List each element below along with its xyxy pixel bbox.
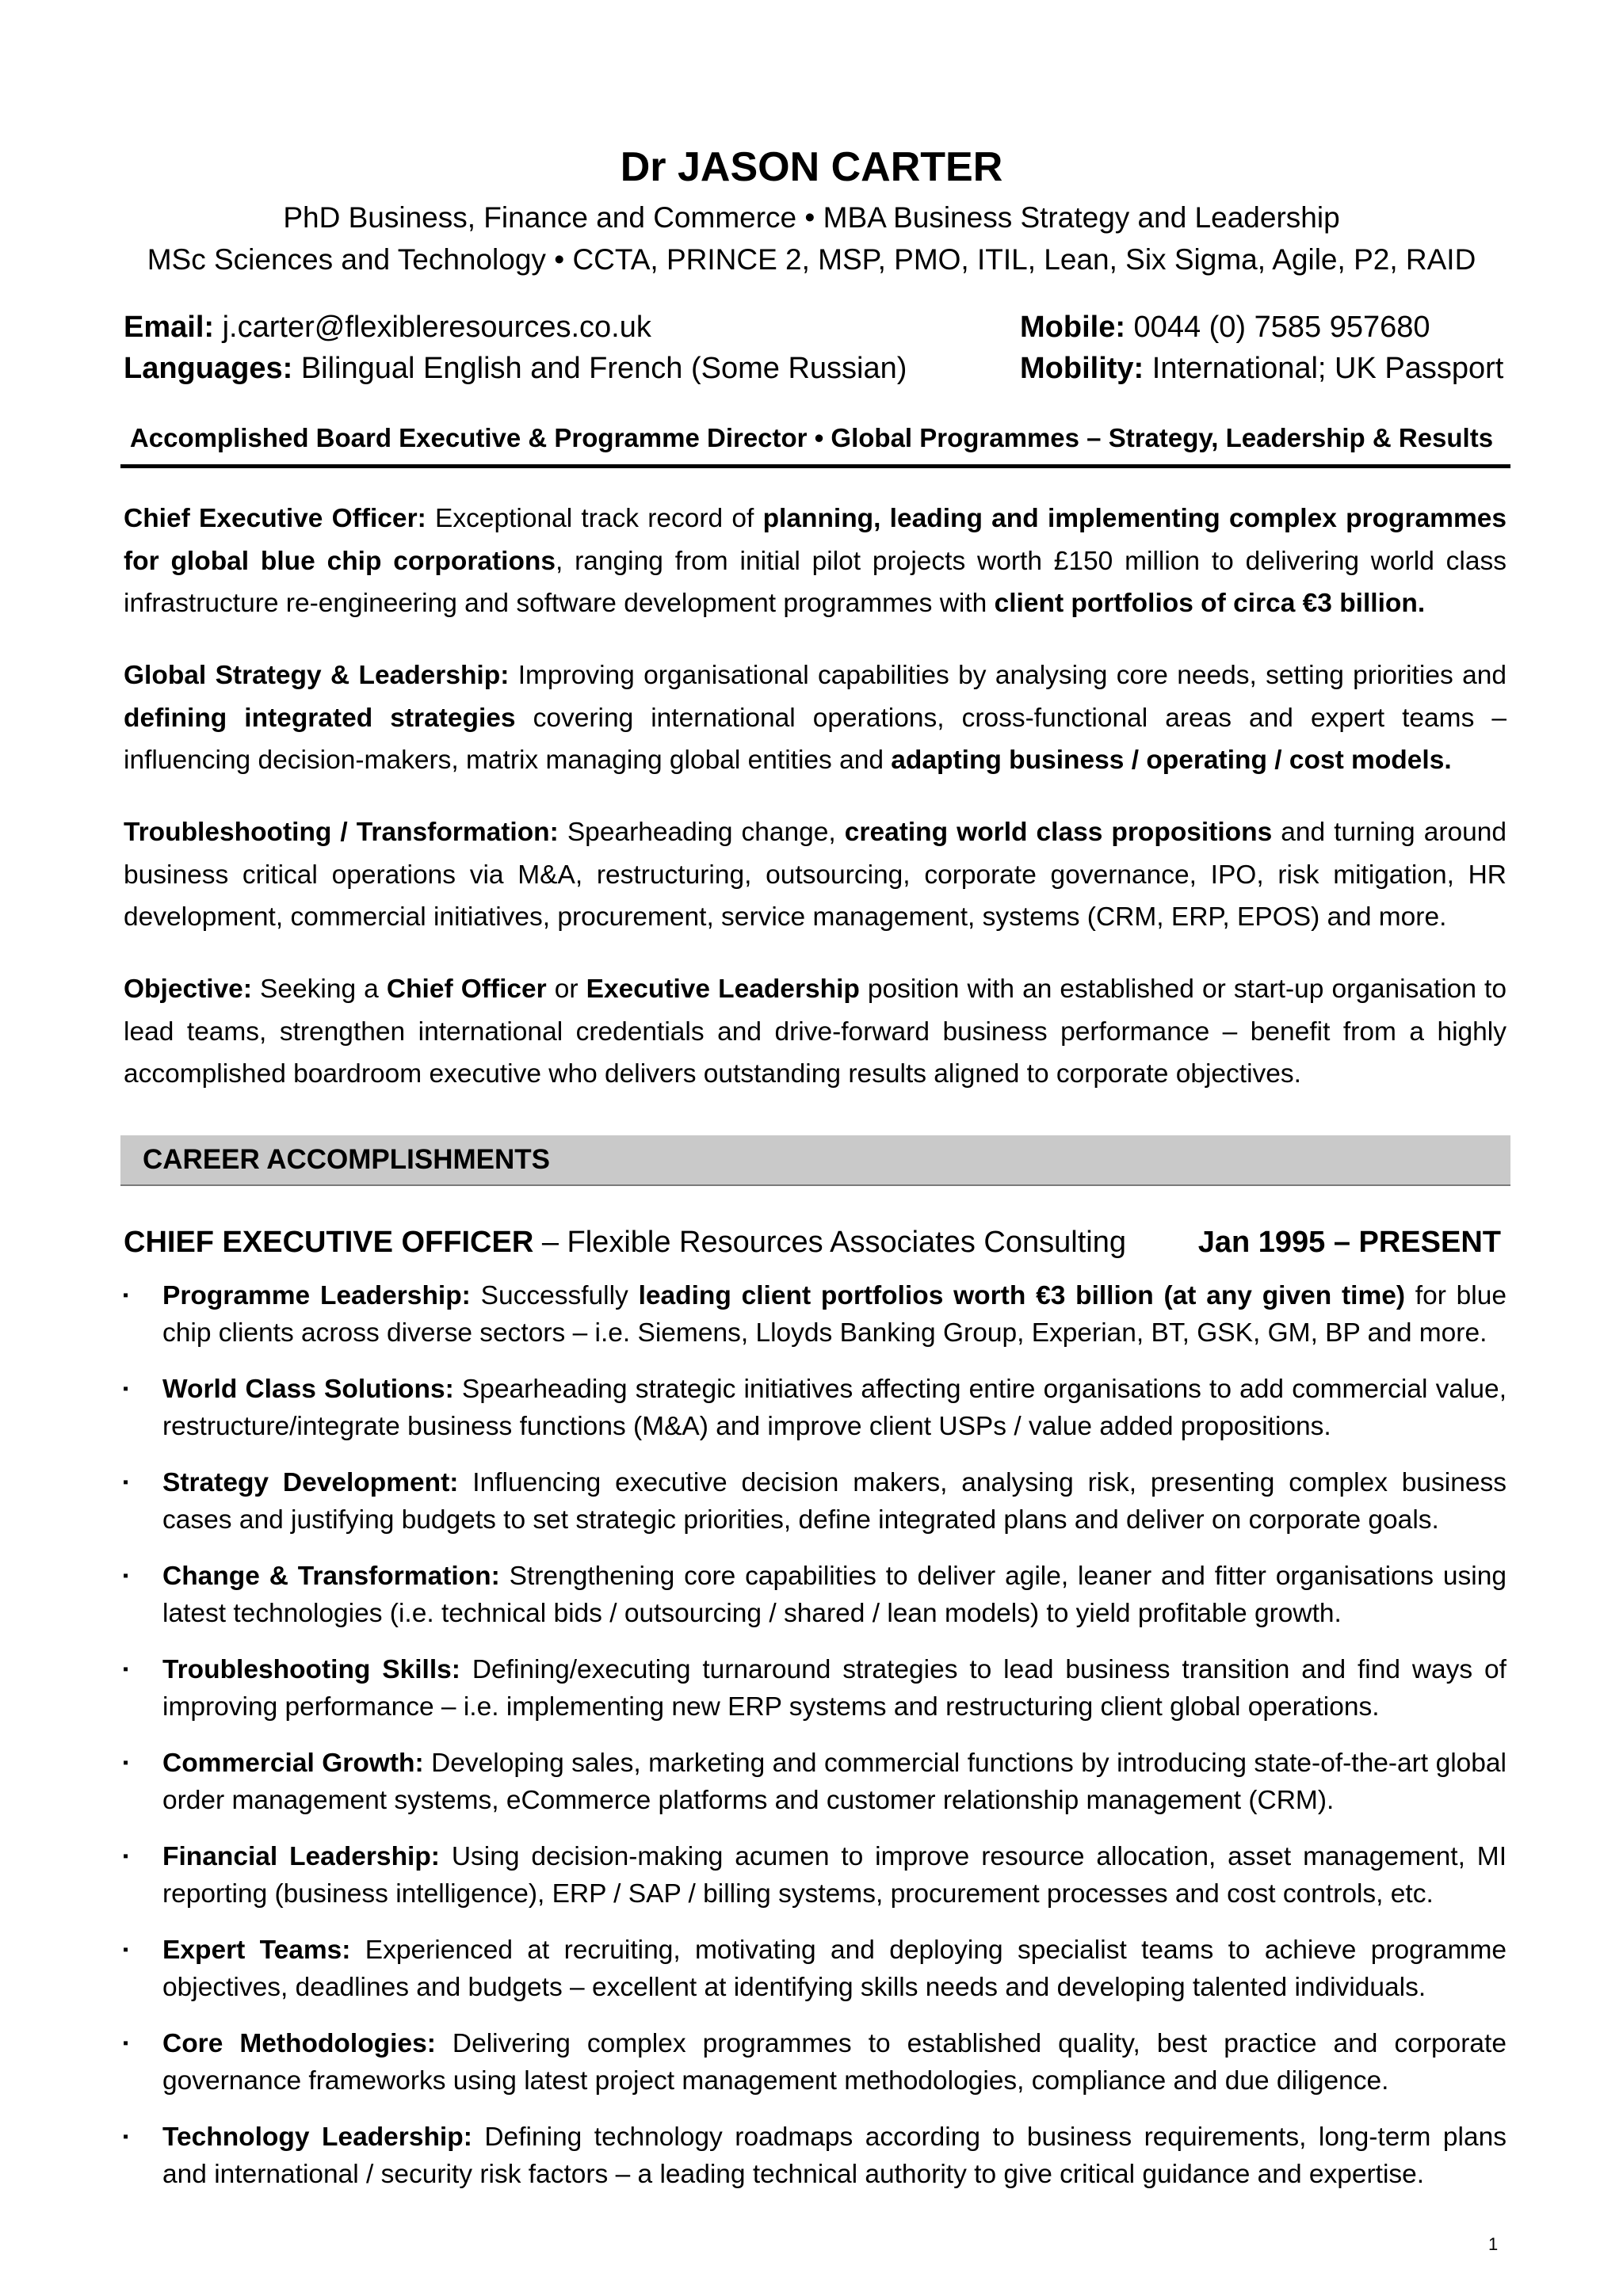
section-title: CAREER ACCOMPLISHMENTS <box>143 1144 550 1175</box>
profile-paragraph <box>124 654 1507 782</box>
job-company: – Flexible Resources Associates Consulting <box>533 1226 1126 1259</box>
bullet-body: Defining/executing turnaround strategies to lead business transition and find ways of improving performance – i.e. implementing new ERP systems and restructuring client global operations. <box>162 1655 1507 1722</box>
profile-highlight: creating world class propositions <box>844 818 1273 847</box>
section-header <box>120 1135 1510 1186</box>
bullet-icon: ▪ <box>123 1287 129 1304</box>
bullet-text <box>162 1838 1507 1913</box>
profile-label: Chief Executive Officer: <box>124 504 426 533</box>
profile-text: covering international operations, cross-functional areas and expert teams – influencing decision-makers, matrix managing global entities and <box>124 703 1507 775</box>
job-dates: Jan 1995 – PRESENT <box>1197 1226 1501 1259</box>
profile-highlight: Chief Officer <box>386 974 547 1004</box>
list-item <box>123 2119 1507 2198</box>
list-item <box>123 1932 1507 2011</box>
bullet-icon: ▪ <box>123 2128 129 2145</box>
bullet-body: Strengthening core capabilities to deliver agile, leaner and fitter organisations using latest technologies (i.e. technical bids / outsourcing / shared / lean models) to yield profitable growth. <box>162 1562 1507 1628</box>
profile-highlight: adapting business / operating / cost models. <box>891 746 1452 775</box>
profile-text: position with an established or start-up organisation to lead teams, strengthen international credentials and drive-forward business performance – benefit from a highly accomplished boardroom executive who delivers outstanding results aligned to corporate objectives. <box>124 974 1507 1089</box>
mobile-label: Mobile: <box>1020 311 1125 344</box>
email-label: Email: <box>124 311 215 344</box>
bullet-body: Delivering complex programmes to established quality, best practice and corporate governance frameworks using latest project management methodologies, compliance and due diligence. <box>162 2029 1507 2096</box>
profile-highlight: client portfolios of circa €3 billion. <box>994 589 1426 618</box>
bullet-icon: ▪ <box>123 1941 129 1958</box>
bullet-text <box>162 1277 1507 1352</box>
list-item <box>123 1371 1507 1450</box>
profile-paragraph <box>124 811 1507 939</box>
list-item <box>123 1838 1507 1917</box>
bullet-text <box>162 2119 1507 2193</box>
credentials-line-2: MSc Sciences and Technology • CCTA, PRINCE 2, MSP, PMO, ITIL, Lean, Six Sigma, Agile, P2, RAID <box>147 243 1476 276</box>
bullet-label: World Class Solutions: <box>162 1375 454 1404</box>
contact-email <box>124 307 651 348</box>
profile-text: Seeking a <box>251 974 387 1004</box>
mobility-value: International; UK Passport <box>1151 352 1504 385</box>
profile-label: Troubleshooting / Transformation: <box>124 818 559 847</box>
profile-text: and turning around business critical operations via M&A, restructuring, outsourcing, corporate governance, IPO, risk mitigation, HR development, commercial initiatives, procurement, service management, systems (CRM, ERP, EPOS) and more. <box>124 818 1507 932</box>
list-item <box>123 1277 1507 1356</box>
candidate-name: Dr JASON CARTER <box>620 144 1003 190</box>
profile-label: Global Strategy & Leadership: <box>124 661 510 690</box>
bullet-icon: ▪ <box>123 1567 129 1585</box>
bullet-label: Expert Teams: <box>162 1936 351 1965</box>
list-item <box>123 1464 1507 1543</box>
bullet-icon: ▪ <box>123 1848 129 1865</box>
profile-paragraph <box>124 498 1507 625</box>
profile-highlight: defining integrated strategies <box>124 703 516 733</box>
profile-text: , ranging from initial pilot projects worth £150 million to delivering world class infrastructure re-engineering and software development programmes with <box>124 546 1507 618</box>
profile-paragraph <box>124 968 1507 1096</box>
bullet-label: Change & Transformation: <box>162 1562 500 1591</box>
list-item <box>123 2025 1507 2104</box>
bullet-text <box>162 1651 1507 1726</box>
bullet-text <box>162 1745 1507 1819</box>
tagline: Accomplished Board Executive & Programme Director • Global Programmes – Strategy, Leadership & Results <box>129 423 1494 452</box>
email-value: j.carter@flexibleresources.co.uk <box>222 311 651 344</box>
bullet-icon: ▪ <box>123 2035 129 2052</box>
bullet-body: for blue chip clients across diverse sectors – i.e. Siemens, Lloyds Banking Group, Experian, BT, GSK, GM, BP and more. <box>162 1281 1507 1348</box>
contact-mobility <box>1020 348 1503 389</box>
contact-languages <box>124 348 907 389</box>
languages-value: Bilingual English and French (Some Russian) <box>300 352 907 385</box>
bullet-icon: ▪ <box>123 1380 129 1398</box>
bullet-text <box>162 1932 1507 2006</box>
mobility-label: Mobility: <box>1020 352 1144 385</box>
bullet-body: Defining technology roadmaps according to business requirements, long-term plans and international / security risk factors – a leading technical authority to give critical guidance and expertise. <box>162 2122 1507 2189</box>
profile-label: Objective: <box>124 974 252 1004</box>
bullet-icon: ▪ <box>123 1661 129 1678</box>
profile-text: Spearheading change, <box>558 818 845 847</box>
bullet-body: Influencing executive decision makers, analysing risk, presenting complex business cases and justifying budgets to set strategic priorities, define integrated plans and deliver on corporate goals. <box>162 1468 1507 1535</box>
contact-mobile <box>1020 307 1430 348</box>
bullet-label: Programme Leadership: <box>162 1281 471 1310</box>
job-heading <box>124 1222 1501 1263</box>
bullet-label: Troubleshooting Skills: <box>162 1655 460 1684</box>
list-item <box>123 1745 1507 1824</box>
bullet-text <box>162 2025 1507 2100</box>
bullet-label: Financial Leadership: <box>162 1842 440 1871</box>
bullet-body: Using decision-making acumen to improve resource allocation, asset management, MI reporting (business intelligence), ERP / SAP / billing systems, procurement processes and cost controls, etc. <box>162 1842 1507 1909</box>
bullet-text <box>162 1371 1507 1445</box>
bullet-icon: ▪ <box>123 1474 129 1491</box>
job-title: CHIEF EXECUTIVE OFFICER <box>124 1226 534 1259</box>
profile-text: Exceptional track record of <box>426 504 763 533</box>
bullet-body: Developing sales, marketing and commercial functions by introducing state-of-the-art global order management systems, eCommerce platforms and customer relationship management (CRM). <box>162 1749 1507 1815</box>
bullet-body: Spearheading strategic initiatives affecting entire organisations to add commercial value, restructure/integrate business functions (M&A) and improve client USPs / value added propositions. <box>162 1375 1507 1441</box>
profile-text: Improving organisational capabilities by analysing core needs, setting priorities and <box>509 661 1507 690</box>
bullet-label: Strategy Development: <box>162 1468 459 1497</box>
bullet-body: Successfully <box>470 1281 639 1310</box>
bullet-text <box>162 1558 1507 1632</box>
profile-highlight: Executive Leadership <box>586 974 860 1004</box>
bullet-body: Experienced at recruiting, motivating and deploying specialist teams to achieve programme objectives, deadlines and budgets – excellent at identifying skills needs and developing talented individuals. <box>162 1936 1507 2002</box>
bullet-label: Core Methodologies: <box>162 2029 436 2058</box>
credentials-line-1: PhD Business, Finance and Commerce • MBA Business Strategy and Leadership <box>283 201 1340 234</box>
languages-label: Languages: <box>124 352 293 385</box>
header-divider <box>120 464 1510 468</box>
bullet-label: Commercial Growth: <box>162 1749 424 1778</box>
profile-highlight: planning, leading and implementing complex programmes for global blue chip corporations <box>124 504 1507 576</box>
bullet-label: Technology Leadership: <box>162 2122 472 2152</box>
page-number: 1 <box>1488 2234 1499 2254</box>
mobile-value: 0044 (0) 7585 957680 <box>1133 311 1430 344</box>
profile-text: or <box>546 974 586 1004</box>
list-item <box>123 1651 1507 1730</box>
list-item <box>123 1558 1507 1637</box>
bullet-icon: ▪ <box>123 1754 129 1772</box>
bullet-text <box>162 1464 1507 1539</box>
bullet-highlight: leading client portfolios worth €3 billion (at any given time) <box>638 1281 1406 1310</box>
